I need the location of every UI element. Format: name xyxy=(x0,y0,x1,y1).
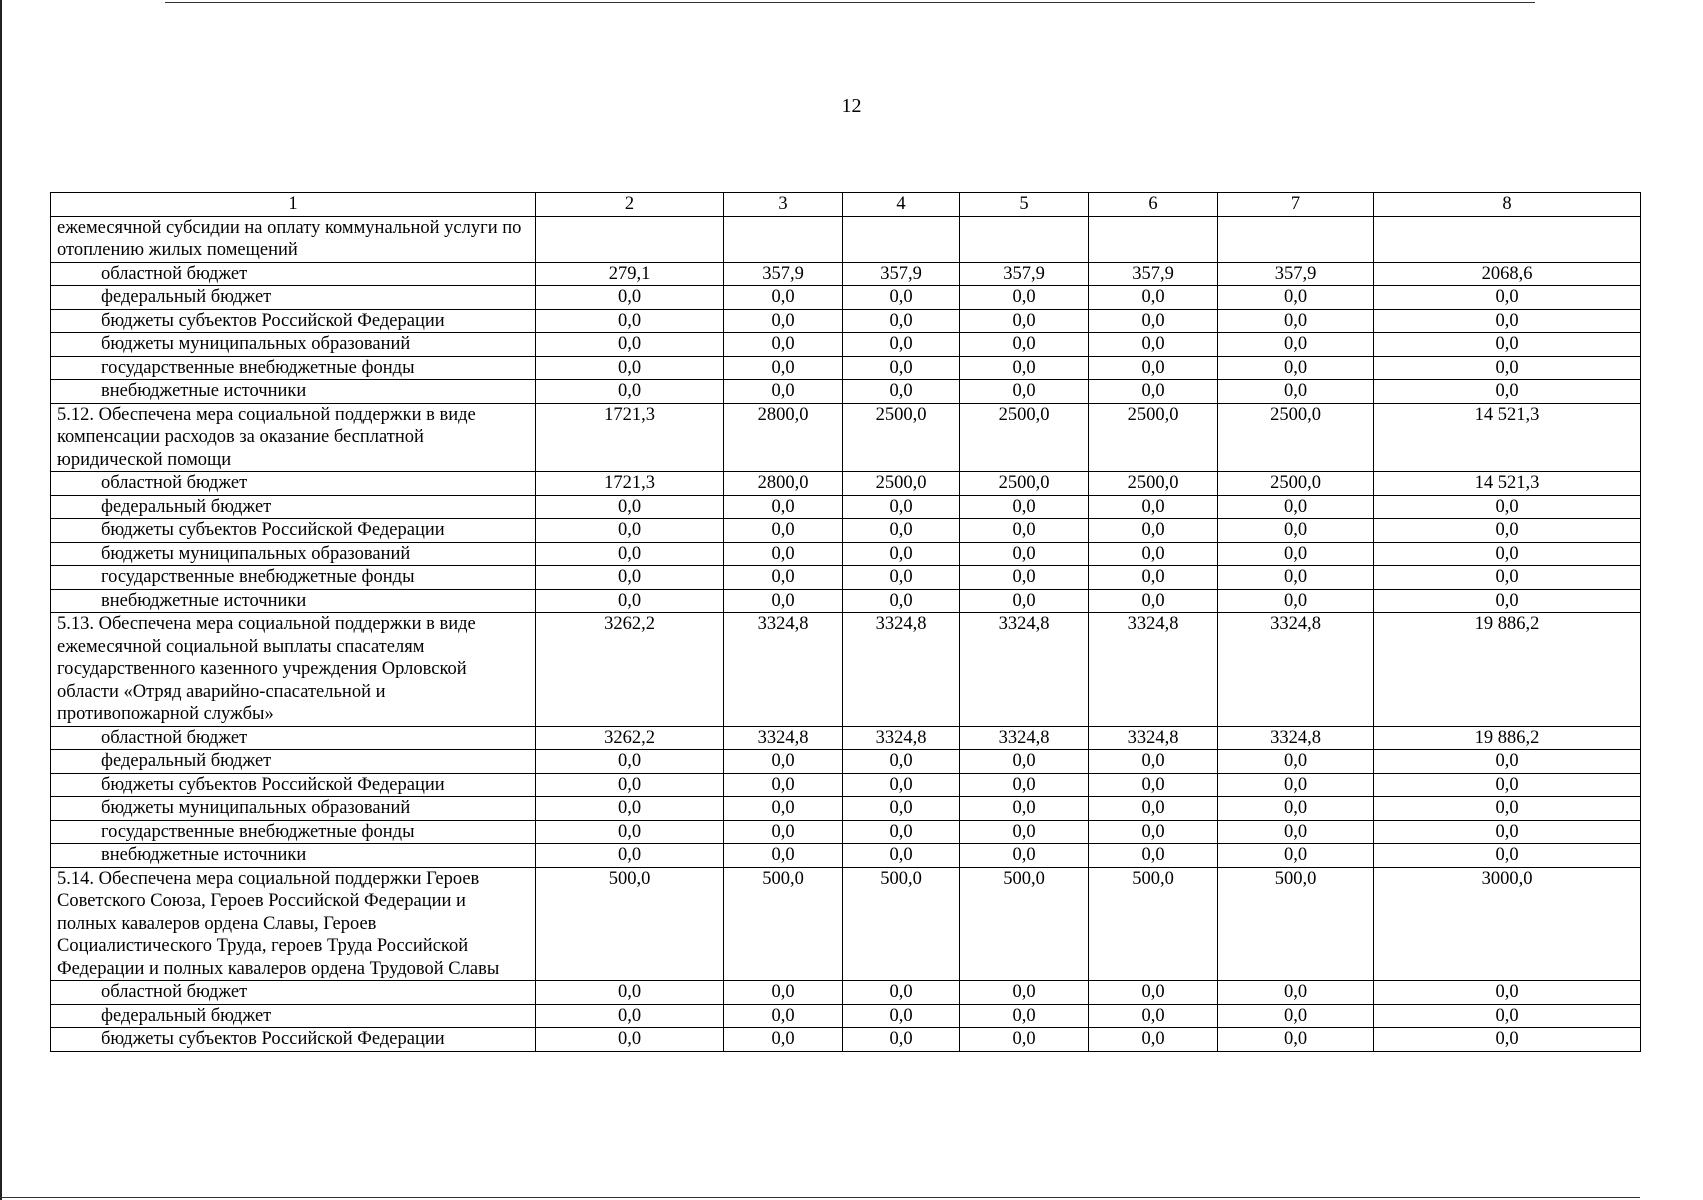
row-value: 0,0 xyxy=(1089,1004,1218,1028)
row-value: 3262,2 xyxy=(536,726,724,750)
row-label: бюджеты субъектов Российской Федерации xyxy=(51,773,536,797)
row-value: 500,0 xyxy=(1218,867,1374,981)
row-value: 0,0 xyxy=(536,309,724,333)
row-value: 0,0 xyxy=(960,750,1089,774)
row-value: 0,0 xyxy=(1089,773,1218,797)
row-value: 0,0 xyxy=(1218,495,1374,519)
row-value: 2500,0 xyxy=(843,472,960,496)
row-value: 0,0 xyxy=(1089,750,1218,774)
row-label: федеральный бюджет xyxy=(51,1004,536,1028)
row-value: 0,0 xyxy=(843,356,960,380)
row-value: 0,0 xyxy=(1374,333,1641,357)
row-value: 0,0 xyxy=(1374,750,1641,774)
row-value: 0,0 xyxy=(536,566,724,590)
row-value: 0,0 xyxy=(843,981,960,1005)
row-label: областной бюджет xyxy=(51,981,536,1005)
row-value: 3262,2 xyxy=(536,613,724,727)
row-value: 0,0 xyxy=(1089,797,1218,821)
row-value: 2500,0 xyxy=(1218,403,1374,472)
row-value: 0,0 xyxy=(960,286,1089,310)
row-value: 0,0 xyxy=(536,1004,724,1028)
column-header: 6 xyxy=(1089,193,1218,217)
row-value: 0,0 xyxy=(536,356,724,380)
row-value: 0,0 xyxy=(843,589,960,613)
table-row-source xyxy=(51,519,1641,543)
row-value: 0,0 xyxy=(843,309,960,333)
row-value: 0,0 xyxy=(1089,356,1218,380)
row-label: бюджеты муниципальных образований xyxy=(51,333,536,357)
row-value: 2500,0 xyxy=(1089,403,1218,472)
budget-table xyxy=(50,192,1641,1052)
table-row-source xyxy=(51,262,1641,286)
row-label: бюджеты субъектов Российской Федерации xyxy=(51,1028,536,1052)
row-value: 3324,8 xyxy=(1218,726,1374,750)
column-header: 2 xyxy=(536,193,724,217)
row-value: 0,0 xyxy=(1218,750,1374,774)
scan-left-edge xyxy=(0,0,2,1200)
row-value: 500,0 xyxy=(843,867,960,981)
row-value: 0,0 xyxy=(724,1004,843,1028)
row-value: 0,0 xyxy=(960,356,1089,380)
row-value: 0,0 xyxy=(1089,286,1218,310)
row-value: 0,0 xyxy=(536,981,724,1005)
row-value: 2068,6 xyxy=(1374,262,1641,286)
row-value xyxy=(1218,216,1374,262)
table-row-source xyxy=(51,844,1641,868)
row-value: 357,9 xyxy=(724,262,843,286)
row-label: 5.13. Обеспечена мера социальной поддержки в виде ежемесячной социальной выплаты спасателям государственного казенного учреждения Орловской области «Отряд аварийно-спасательной и противопожарной службы» xyxy=(51,613,536,727)
row-value: 0,0 xyxy=(1218,1004,1374,1028)
row-value: 0,0 xyxy=(1089,820,1218,844)
row-value: 279,1 xyxy=(536,262,724,286)
table-row-item xyxy=(51,867,1641,981)
table-row-source xyxy=(51,380,1641,404)
row-label: федеральный бюджет xyxy=(51,495,536,519)
row-value: 0,0 xyxy=(536,773,724,797)
row-value: 0,0 xyxy=(536,820,724,844)
row-value: 0,0 xyxy=(724,981,843,1005)
row-value: 0,0 xyxy=(960,1028,1089,1052)
table-row-source xyxy=(51,820,1641,844)
row-value: 0,0 xyxy=(724,820,843,844)
row-value: 0,0 xyxy=(1089,495,1218,519)
row-value: 0,0 xyxy=(1089,566,1218,590)
row-value: 2500,0 xyxy=(1218,472,1374,496)
row-value: 3324,8 xyxy=(960,613,1089,727)
row-value xyxy=(724,216,843,262)
row-value: 0,0 xyxy=(1374,495,1641,519)
row-value: 0,0 xyxy=(960,542,1089,566)
table-row-source xyxy=(51,773,1641,797)
row-value: 0,0 xyxy=(960,309,1089,333)
table-row-item xyxy=(51,216,1641,262)
table-row-source xyxy=(51,981,1641,1005)
row-label: ежемесячной субсидии на оплату коммунальной услуги по отоплению жилых помещений xyxy=(51,216,536,262)
row-value: 0,0 xyxy=(1218,1028,1374,1052)
row-value: 0,0 xyxy=(724,797,843,821)
row-value: 0,0 xyxy=(536,844,724,868)
row-value: 0,0 xyxy=(1089,589,1218,613)
row-value: 0,0 xyxy=(724,356,843,380)
row-value: 0,0 xyxy=(1218,773,1374,797)
row-value: 500,0 xyxy=(536,867,724,981)
row-value: 0,0 xyxy=(1218,797,1374,821)
row-value: 0,0 xyxy=(1374,356,1641,380)
row-value: 0,0 xyxy=(843,844,960,868)
row-value: 0,0 xyxy=(960,589,1089,613)
row-value: 357,9 xyxy=(960,262,1089,286)
table-row-source xyxy=(51,495,1641,519)
row-value: 0,0 xyxy=(960,380,1089,404)
table-row-item xyxy=(51,613,1641,727)
row-value: 0,0 xyxy=(1089,380,1218,404)
row-value: 0,0 xyxy=(724,773,843,797)
row-value: 0,0 xyxy=(536,589,724,613)
table-row-source xyxy=(51,1028,1641,1052)
row-value: 0,0 xyxy=(724,589,843,613)
scan-top-line xyxy=(165,2,1535,3)
row-value: 0,0 xyxy=(1218,380,1374,404)
row-value xyxy=(843,216,960,262)
row-value xyxy=(1374,216,1641,262)
table-row-source xyxy=(51,542,1641,566)
row-label: 5.14. Обеспечена мера социальной поддержки Героев Советского Союза, Героев Российской Федерации и полных кавалеров ордена Славы, Героев Социалистического Труда, героев Труда Российской Федерации и полных кавалеров ордена Трудовой Славы xyxy=(51,867,536,981)
row-value: 0,0 xyxy=(1089,542,1218,566)
row-label: бюджеты субъектов Российской Федерации xyxy=(51,309,536,333)
table-row-source xyxy=(51,333,1641,357)
row-value: 0,0 xyxy=(536,1028,724,1052)
row-value: 357,9 xyxy=(843,262,960,286)
row-value: 0,0 xyxy=(1218,309,1374,333)
row-value: 0,0 xyxy=(1089,309,1218,333)
row-value: 0,0 xyxy=(960,519,1089,543)
row-value: 0,0 xyxy=(1218,519,1374,543)
row-label: федеральный бюджет xyxy=(51,286,536,310)
row-label: государственные внебюджетные фонды xyxy=(51,356,536,380)
row-label: государственные внебюджетные фонды xyxy=(51,820,536,844)
row-label: областной бюджет xyxy=(51,262,536,286)
row-value: 0,0 xyxy=(1374,380,1641,404)
row-value: 2500,0 xyxy=(843,403,960,472)
row-value: 14 521,3 xyxy=(1374,403,1641,472)
row-value: 0,0 xyxy=(1374,820,1641,844)
row-value: 0,0 xyxy=(1218,820,1374,844)
row-value: 0,0 xyxy=(536,542,724,566)
row-label: внебюджетные источники xyxy=(51,380,536,404)
table-row-source xyxy=(51,797,1641,821)
row-value: 0,0 xyxy=(1374,589,1641,613)
row-value: 0,0 xyxy=(1089,1028,1218,1052)
scan-bottom-line xyxy=(0,1197,1640,1198)
row-value: 0,0 xyxy=(1374,309,1641,333)
row-label: бюджеты субъектов Российской Федерации xyxy=(51,519,536,543)
row-value: 0,0 xyxy=(960,566,1089,590)
row-value: 0,0 xyxy=(536,380,724,404)
row-value: 2800,0 xyxy=(724,472,843,496)
row-value: 2500,0 xyxy=(960,403,1089,472)
row-value: 0,0 xyxy=(1089,333,1218,357)
row-value: 500,0 xyxy=(960,867,1089,981)
row-value: 0,0 xyxy=(843,519,960,543)
table-row-source xyxy=(51,750,1641,774)
row-value: 0,0 xyxy=(960,820,1089,844)
row-value: 0,0 xyxy=(1374,797,1641,821)
row-value xyxy=(1089,216,1218,262)
column-header: 8 xyxy=(1374,193,1641,217)
row-value: 0,0 xyxy=(960,844,1089,868)
row-label: бюджеты муниципальных образований xyxy=(51,542,536,566)
row-value: 0,0 xyxy=(1218,333,1374,357)
table-row-source xyxy=(51,309,1641,333)
row-value: 19 886,2 xyxy=(1374,726,1641,750)
table-row-item xyxy=(51,403,1641,472)
row-value: 3324,8 xyxy=(843,613,960,727)
row-value: 0,0 xyxy=(1218,589,1374,613)
row-value: 0,0 xyxy=(1218,981,1374,1005)
column-header: 3 xyxy=(724,193,843,217)
row-value: 0,0 xyxy=(536,495,724,519)
row-value: 500,0 xyxy=(1089,867,1218,981)
row-value: 0,0 xyxy=(1218,844,1374,868)
row-label: бюджеты муниципальных образований xyxy=(51,797,536,821)
row-value: 0,0 xyxy=(1089,981,1218,1005)
row-value: 0,0 xyxy=(843,495,960,519)
row-value: 0,0 xyxy=(1218,356,1374,380)
row-value: 0,0 xyxy=(724,286,843,310)
row-value: 3324,8 xyxy=(724,726,843,750)
row-value: 0,0 xyxy=(1374,844,1641,868)
table-row-source xyxy=(51,1004,1641,1028)
row-value: 0,0 xyxy=(843,333,960,357)
row-value: 19 886,2 xyxy=(1374,613,1641,727)
row-label: государственные внебюджетные фонды xyxy=(51,566,536,590)
row-value: 0,0 xyxy=(724,1028,843,1052)
table-row-source xyxy=(51,726,1641,750)
row-value: 0,0 xyxy=(843,750,960,774)
table-row-source xyxy=(51,472,1641,496)
row-value: 0,0 xyxy=(1089,519,1218,543)
row-value xyxy=(960,216,1089,262)
row-label: областной бюджет xyxy=(51,472,536,496)
row-value: 0,0 xyxy=(1089,844,1218,868)
row-value: 0,0 xyxy=(724,542,843,566)
row-value: 0,0 xyxy=(1374,1028,1641,1052)
row-value: 0,0 xyxy=(536,286,724,310)
row-value: 3324,8 xyxy=(1089,613,1218,727)
row-value: 0,0 xyxy=(960,495,1089,519)
row-value: 3324,8 xyxy=(960,726,1089,750)
row-label: 5.12. Обеспечена мера социальной поддержки в виде компенсации расходов за оказание бесплатной юридической помощи xyxy=(51,403,536,472)
row-value: 0,0 xyxy=(536,797,724,821)
column-header: 5 xyxy=(960,193,1089,217)
column-header: 4 xyxy=(843,193,960,217)
column-header: 1 xyxy=(51,193,536,217)
row-value: 0,0 xyxy=(843,542,960,566)
row-value: 0,0 xyxy=(960,773,1089,797)
table-header-row xyxy=(51,193,1641,217)
row-value xyxy=(536,216,724,262)
row-value: 0,0 xyxy=(843,566,960,590)
row-value: 0,0 xyxy=(843,773,960,797)
row-label: внебюджетные источники xyxy=(51,589,536,613)
row-label: внебюджетные источники xyxy=(51,844,536,868)
row-value: 2800,0 xyxy=(724,403,843,472)
row-value: 0,0 xyxy=(960,797,1089,821)
row-value: 3324,8 xyxy=(1089,726,1218,750)
row-value: 3324,8 xyxy=(724,613,843,727)
row-value: 0,0 xyxy=(536,750,724,774)
row-value: 0,0 xyxy=(960,1004,1089,1028)
row-value: 0,0 xyxy=(536,519,724,543)
row-value: 0,0 xyxy=(843,286,960,310)
row-value: 357,9 xyxy=(1218,262,1374,286)
row-value: 0,0 xyxy=(1374,566,1641,590)
row-value: 3000,0 xyxy=(1374,867,1641,981)
table-row-source xyxy=(51,356,1641,380)
row-value: 3324,8 xyxy=(843,726,960,750)
row-value: 0,0 xyxy=(724,566,843,590)
row-value: 0,0 xyxy=(724,844,843,868)
row-value: 0,0 xyxy=(1218,542,1374,566)
row-value: 3324,8 xyxy=(1218,613,1374,727)
table-row-source xyxy=(51,589,1641,613)
row-value: 14 521,3 xyxy=(1374,472,1641,496)
row-value: 0,0 xyxy=(843,1004,960,1028)
row-value: 0,0 xyxy=(724,333,843,357)
row-value: 0,0 xyxy=(1374,286,1641,310)
row-value: 0,0 xyxy=(1374,981,1641,1005)
row-value: 0,0 xyxy=(724,750,843,774)
row-value: 0,0 xyxy=(843,820,960,844)
row-value: 1721,3 xyxy=(536,403,724,472)
row-value: 0,0 xyxy=(724,495,843,519)
row-value: 0,0 xyxy=(1218,286,1374,310)
row-value: 0,0 xyxy=(1374,542,1641,566)
row-label: областной бюджет xyxy=(51,726,536,750)
row-value: 0,0 xyxy=(724,309,843,333)
row-value: 0,0 xyxy=(843,797,960,821)
row-value: 0,0 xyxy=(536,333,724,357)
column-header: 7 xyxy=(1218,193,1374,217)
row-value: 0,0 xyxy=(843,380,960,404)
row-value: 0,0 xyxy=(1374,1004,1641,1028)
row-value: 2500,0 xyxy=(1089,472,1218,496)
row-value: 0,0 xyxy=(843,1028,960,1052)
row-value: 0,0 xyxy=(960,333,1089,357)
row-label: федеральный бюджет xyxy=(51,750,536,774)
table-row-source xyxy=(51,286,1641,310)
row-value: 0,0 xyxy=(724,519,843,543)
table-row-source xyxy=(51,566,1641,590)
row-value: 0,0 xyxy=(960,981,1089,1005)
row-value: 2500,0 xyxy=(960,472,1089,496)
row-value: 357,9 xyxy=(1089,262,1218,286)
row-value: 0,0 xyxy=(724,380,843,404)
row-value: 0,0 xyxy=(1218,566,1374,590)
page-number: 12 xyxy=(841,95,862,117)
row-value: 1721,3 xyxy=(536,472,724,496)
row-value: 0,0 xyxy=(1374,519,1641,543)
row-value: 500,0 xyxy=(724,867,843,981)
row-value: 0,0 xyxy=(1374,773,1641,797)
